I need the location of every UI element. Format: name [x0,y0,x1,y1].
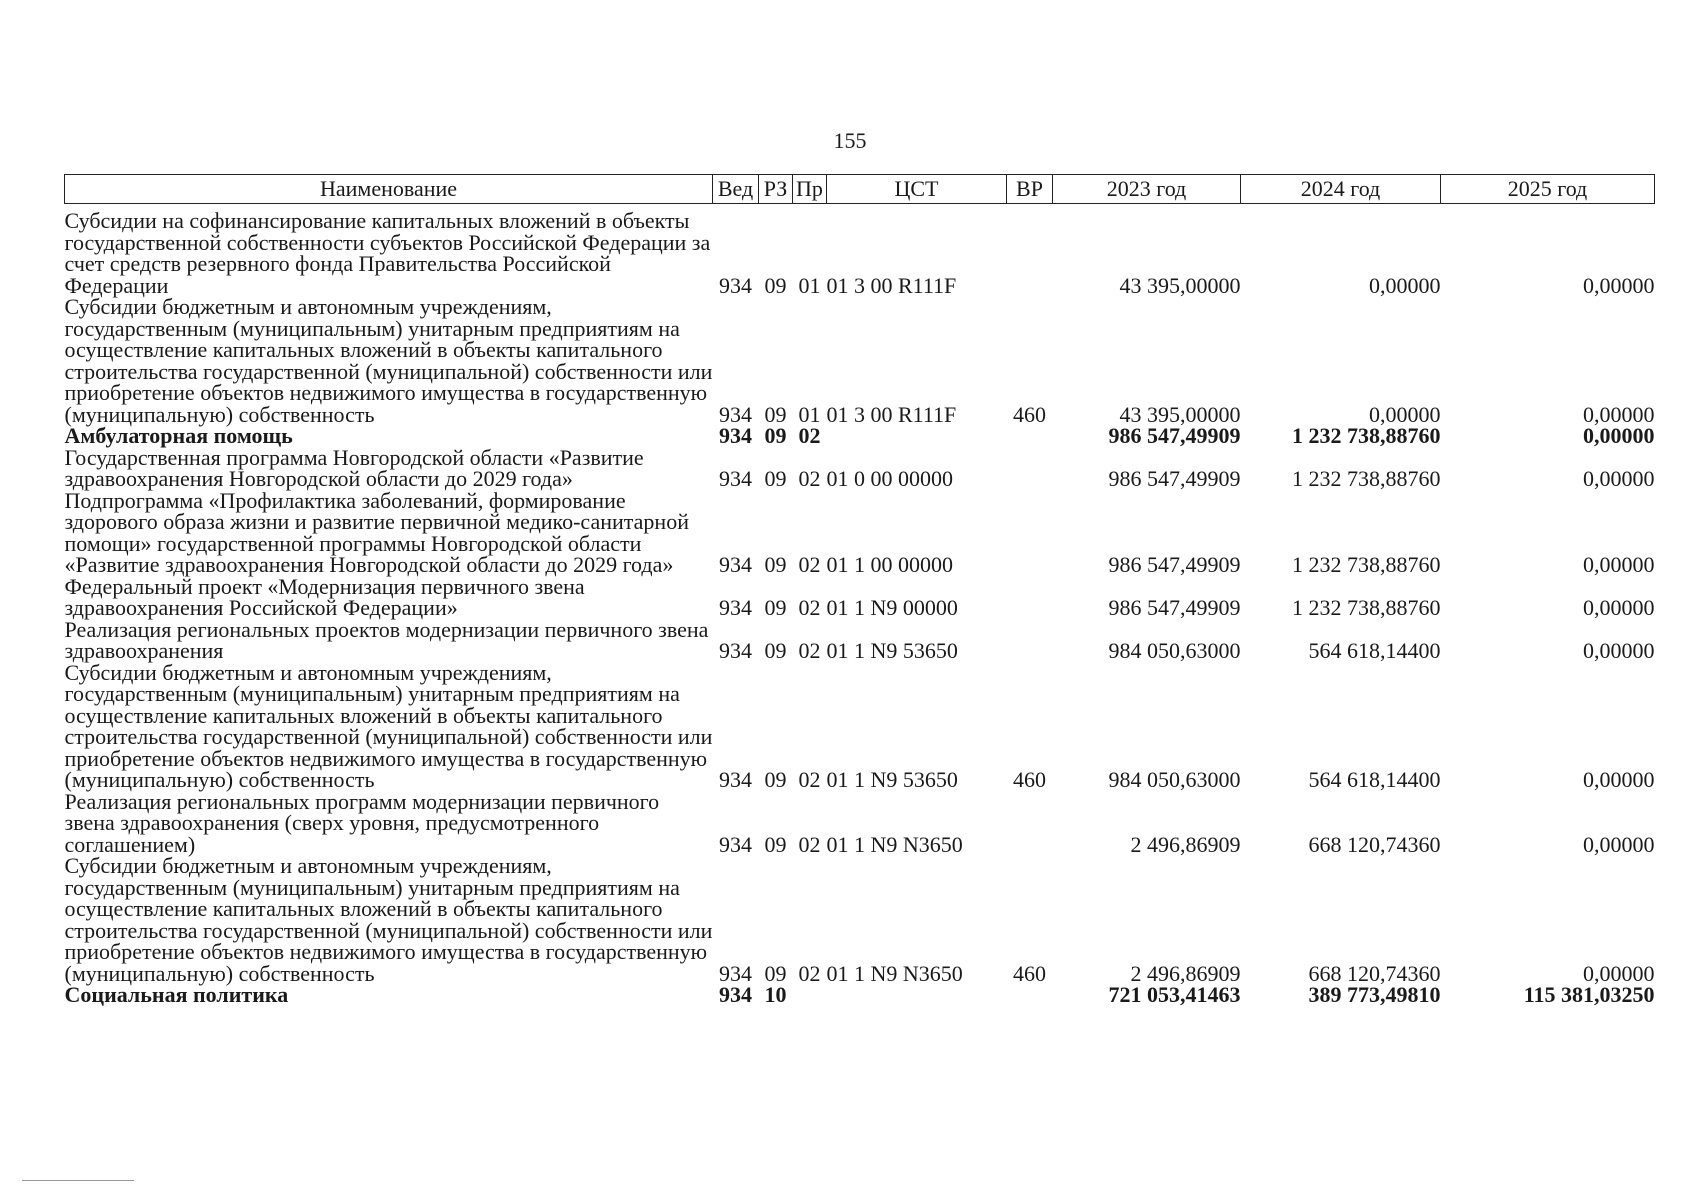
table-body [65,204,1655,1006]
cell-rz: 09 [764,960,787,986]
cell-2025: 0,00000 [1583,960,1655,986]
cell-vr [1007,425,1053,447]
cell-rz: 09 [764,423,787,448]
header-name: Наименование [65,175,713,204]
cell-cst: 01 1 00 00000 [826,552,953,577]
cell-2024: 564 618,14400 [1308,767,1441,792]
cell-vr [1007,791,1053,856]
cell-ved: 934 [719,767,752,792]
cell-2023: 986 547,49909 [1108,423,1241,448]
cell-rz: 09 [764,638,787,663]
cell-vr [1007,619,1053,662]
table-row [65,662,1655,791]
cell-ved: 934 [719,552,752,577]
cell-2025: 0,00000 [1583,638,1655,663]
cell-name: Государственная программа Новгородской области «Развитие здравоохранения Новгородской области до 2029 года» [64,444,644,491]
cell-2024: 1 232 738,88760 [1292,466,1441,491]
footer-rule [22,1180,134,1181]
cell-name: Федеральный проект «Модернизация первичного звена здравоохранения Российской Федерации» [64,573,585,620]
table-row [65,425,1655,447]
cell-vr [1007,984,1053,1006]
page-number: 155 [833,128,867,153]
cell-cst [827,425,1007,447]
cell-ved: 934 [719,595,752,620]
header-2025: 2025 год [1441,175,1655,204]
cell-2025: 0,00000 [1583,831,1655,857]
cell-name: Амбулаторная помощь [64,423,293,448]
header-2024: 2024 год [1241,175,1441,204]
cell-ved: 934 [719,638,752,663]
cell-pr: 02 [798,595,821,620]
cell-pr: 02 [798,466,821,491]
cell-cst: 01 3 00 R111F [826,401,957,427]
cell-vr [1007,576,1053,619]
cell-cst: 01 1 N9 53650 [826,767,958,792]
cell-cst [827,984,1007,1006]
table-row [65,447,1655,490]
cell-name: Субсидии бюджетным и автономным учреждениям, государственным (муниципальным) унитарным предприятиям на осуществление капитальных вложений в объекты капитального строительства государственной (муниципальной) собственности или приобретение объектов недвижимого имущества в государственную (муниципальную) собственность [64,294,713,427]
cell-pr: 02 [798,767,821,792]
cell-pr: 02 [798,552,821,577]
table-row [65,576,1655,619]
header-vr: ВР [1007,175,1053,204]
cell-cst: 01 1 N9 00000 [826,595,958,620]
cell-2025: 0,00000 [1583,767,1655,792]
table-row [65,490,1655,576]
cell-vr [1007,204,1053,297]
cell-cst: 01 1 N9 N3650 [826,960,963,986]
cell-2025: 0,00000 [1583,423,1655,448]
cell-2023: 2 496,86909 [1130,960,1241,986]
table-row [65,296,1655,425]
header-cst: ЦСТ [827,175,1007,204]
cell-rz: 10 [764,982,787,1007]
cell-2024: 564 618,14400 [1308,638,1441,663]
cell-2024: 1 232 738,88760 [1292,552,1441,577]
cell-pr: 02 [798,831,821,857]
cell-vr: 460 [1013,401,1046,427]
cell-rz: 09 [764,552,787,577]
cell-ved: 934 [719,272,752,298]
header-2023: 2023 год [1053,175,1241,204]
cell-cst: 01 1 N9 N3650 [826,831,963,857]
cell-2023: 986 547,49909 [1108,595,1241,620]
cell-2024: 0,00000 [1369,272,1441,298]
cell-2025: 115 381,03250 [1523,982,1655,1007]
cell-pr: 01 [798,401,821,427]
cell-rz: 09 [764,595,787,620]
cell-vr: 460 [1013,767,1046,792]
table-row [65,619,1655,662]
table-header [65,175,1655,204]
cell-2023: 986 547,49909 [1108,552,1241,577]
cell-2024: 668 120,74360 [1308,831,1441,857]
cell-name: Социальная политика [64,982,289,1007]
cell-name: Реализация региональных проектов модернизации первичного звена здравоохранения [64,616,709,663]
header-pr: Пр [793,175,827,204]
cell-2023: 984 050,63000 [1108,767,1241,792]
cell-rz: 09 [764,401,787,427]
cell-rz: 09 [764,466,787,491]
cell-2023: 43 395,00000 [1119,401,1241,427]
cell-2025: 0,00000 [1583,595,1655,620]
header-ved: Вед [713,175,759,204]
cell-2024: 0,00000 [1369,401,1441,427]
cell-ved: 934 [719,982,752,1007]
budget-table [64,174,1655,1006]
cell-2023: 2 496,86909 [1130,831,1241,857]
cell-ved: 934 [719,466,752,491]
cell-rz: 09 [764,272,787,298]
cell-ved: 934 [719,401,752,427]
cell-2025: 0,00000 [1583,466,1655,491]
cell-ved: 934 [719,831,752,857]
cell-2025: 0,00000 [1583,401,1655,427]
cell-2025: 0,00000 [1583,272,1655,298]
table-row [65,984,1655,1006]
cell-pr: 02 [798,960,821,986]
cell-pr: 02 [798,638,821,663]
cell-cst: 01 1 N9 53650 [826,638,958,663]
cell-vr [1007,447,1053,490]
cell-pr: 01 [798,272,821,298]
table-row [65,204,1655,297]
cell-cst: 01 0 00 00000 [826,466,953,491]
cell-pr: 02 [798,423,821,448]
cell-name: Субсидии бюджетным и автономным учреждениям, государственным (муниципальным) унитарным предприятиям на осуществление капитальных вложений в объекты капитального строительства государственной (муниципальной) собственности или приобретение объектов недвижимого имущества в государственную (муниципальную) собственность [64,853,713,986]
cell-vr: 460 [1013,960,1046,986]
table-row [65,791,1655,856]
cell-pr [793,984,827,1006]
cell-2023: 43 395,00000 [1119,272,1241,298]
cell-2024: 1 232 738,88760 [1292,595,1441,620]
cell-name: Реализация региональных программ модернизации первичного звена здравоохранения (сверх уровня, предусмотренного соглашением) [64,788,660,857]
cell-2024: 1 232 738,88760 [1292,423,1441,448]
cell-2023: 986 547,49909 [1108,466,1241,491]
cell-vr [1007,490,1053,576]
cell-rz: 09 [764,831,787,857]
cell-ved: 934 [719,960,752,986]
cell-name: Подпрограмма «Профилактика заболеваний, формирование здорового образа жизни и развитие первичной медико-санитарной помощи» государственной программы Новгородской области «Развитие здравоохранения Новгородской области до 2029 года» [64,487,689,577]
cell-2023: 721 053,41463 [1108,982,1241,1007]
header-rz: РЗ [759,175,793,204]
cell-name: Субсидии бюджетным и автономным учреждениям, государственным (муниципальным) унитарным предприятиям на осуществление капитальных вложений в объекты капитального строительства государственной (муниципальной) собственности или приобретение объектов недвижимого имущества в государственную (муниципальную) собственность [64,659,713,792]
cell-rz: 09 [764,767,787,792]
cell-2024: 668 120,74360 [1308,960,1441,986]
header-row [65,175,1655,204]
cell-name: Субсидии на софинансирование капитальных вложений в объекты государственной собственности субъектов Российской Федерации за счет средств резервного фонда Правительства Российской Федерации [64,208,711,298]
cell-2024: 389 773,49810 [1308,982,1441,1007]
cell-cst: 01 3 00 R111F [826,272,957,298]
cell-2025: 0,00000 [1583,552,1655,577]
cell-ved: 934 [719,423,752,448]
table-row [65,855,1655,984]
cell-2023: 984 050,63000 [1108,638,1241,663]
